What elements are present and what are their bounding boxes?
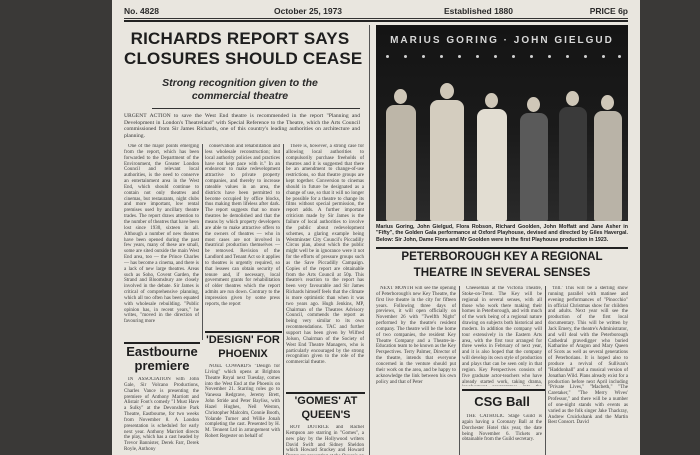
peterborough-column-2 <box>462 286 542 386</box>
performer-figure <box>428 83 466 221</box>
eastbourne-body-text: IN ASSOCIATION with John Gale, Sir Volcano Productions, Charles Vance is presenting the premiere of Anthony Marriott and Alistair Foot's comedy "I Must Have a Sulky" at the Devonshire Park Theatre, Eastbourne, for two weeks from November 8. A London presentation is scheduled for early next year. Anthony Marriott directs the play, which has a cast headed by Trevor Bannister, Derek Farr, Derek Royle, Anthony <box>124 377 199 453</box>
stage-marquee-text: MARIUS GORING · JOHN GIELGUD <box>390 35 614 46</box>
lead-subhead-line1: Strong recognition given to the <box>162 77 318 89</box>
design-body <box>205 364 280 455</box>
marquee-lights <box>382 55 622 65</box>
lead-column-1-text: One of the major points emerging from the report, which has been forwarded to the Department of the Environment, the Greater London Council and relevant local authorities, is the need to conserve an entertainment area in the West End, which should continue to contain not only theatres and cinemas, but restaurants, night clubs and more important, low rental premises used by ancillary theatre trades. The report draws attention to the number of theatres that have been lost since 1930, sixteen in all. Although a number of new theatres have been opened during the past few years, many of these are small, some are sited outside the main West End area, too — the Prince Charles — has become a cinema, and there is a lack of new large theatres. Areas such as Soho, Covent Garden, the Strand and Bloomsbury are closely involved in the debate. Sir James is critical of comprehensive planning, which all too often has been equated with wholesale rebuilding. "Public opinion has, in recent years," he writes, "moved in the direction of favouring more <box>124 144 199 325</box>
photo-caption: Marius Goring, John Gielgud, Flora Robson, Richard Goolden, John Moffatt and Jane Asher in "Fifty", the Golden Gala performance at Oxford Playhouse, devised and directed by Giles Havergal. Below: Sir John, Dame Flora and Mr Goolden were in the first Playhouse production in 1923. <box>376 224 628 243</box>
newspaper-page <box>112 0 640 455</box>
design-headline-line2: PHOENIX <box>218 348 268 360</box>
gomes-body-text: ROY DOTRICE and Rachel Kempson are starring in "Gomes", a new play by the Hollywood writers David Swift and Sidney Sheldon which Howard Stuckey and Howard <box>286 425 364 454</box>
peterborough-column-1 <box>376 286 456 455</box>
lead-column-2-text: conservation and rehabilitation and less wholesale reconstruction; but local authority policies and practices have not kept pace with it." In an endeavour to make redevelopment attractive to private property companies, and thereby to increase rateable values in an area, the districts have been permitted to become occupied by office blocks, thus making them lifeless after dark. The report suggests that no more theatres be demolished and that the means by which property developers are able to make attractive offers to the owners of theatres — who in most cases are not involved in theatrical production themselves — be removed. Revision of the Landlord and Tenant Act so it applies to theatres is urgently required, so that lessees can obtain security of tenure and, if necessary, local government grants for rehabilitation of older theatres which the report admits are run down. Contrary to the impression given by some press reports, the report <box>205 144 280 307</box>
performer-figure <box>558 91 588 221</box>
performer-figure <box>518 97 550 221</box>
column-rule <box>283 144 284 455</box>
design-headline-line1: 'DESIGN' FOR <box>206 334 280 346</box>
eastbourne-body <box>124 377 199 455</box>
peterborough-headline-line2: THEATRE IN SEVERAL SENSES <box>413 266 591 279</box>
column-rule <box>459 286 460 455</box>
gomes-headline-line2: QUEEN'S <box>301 409 351 421</box>
peterborough-column-1-text: NEXT MONTH will see the opening of Peterborough's new Key Theatre, the first live theatre in the city for fifteen years. Following three days of previews, it will open officially on November 26 with "Twelfth Night" performed by the theatre's resident company. The theatre will be the home of two companies, the resident Key Theatre Company and a Theatre-in-Education team to be known as the Key Perspectives. Terry Palmer, Director of the theatre, intends that everyone concerned in the venture should put their work on the area, and be happy to acknowledge the link between his own policy and that of Peter <box>376 286 456 385</box>
csg-top-rule <box>462 389 545 391</box>
design-top-rule <box>205 331 282 333</box>
lead-intro: URGENT ACTION to save the West End theatre is recommended in the report "Planning and Development in London's Theatreland" with Special Reference to the Theatre, which the Arts Council commissioned from Sir James Richards, one of this country's leading authorities on architecture and planning. <box>124 113 360 139</box>
column-rule <box>202 144 203 340</box>
lead-subhead-line2: commercial theatre <box>191 90 289 102</box>
lead-column-1 <box>124 144 199 340</box>
peterborough-top-rule <box>376 247 628 249</box>
column-rule <box>545 286 546 455</box>
lead-headline-line2: CLOSURES SHOULD CEASE <box>124 49 363 68</box>
masthead-rule-thick <box>124 20 628 22</box>
lead-column-3 <box>286 144 364 389</box>
csg-body <box>462 414 542 455</box>
peterborough-headline-line1: PETERBOROUGH KEY A REGIONAL <box>401 250 603 263</box>
gala-photo <box>376 25 628 221</box>
csg-body-text: THE CATHOLIC Stage Guild is again having a Coronary Ball at the Dorchester Hotel this year, the date being November 6. Tickets are obtainable from the Guild secretary. <box>462 414 542 443</box>
design-body-text: NOEL COWARD'S "Design for Living" which opens at Brighton Theatre Royal next Tuesday, comes into the West End at the Phoenix on November 21. Starring roles go to Vanessa Redgrave, Jeremy Brett, John Stride and Peter Bayliss, with Hazel Hughes, Neil Weston, Christopher Malcolm, Connie Booth, Yolande Turner and Willie Jonah completing the cast. Presented by H. M. Tennent Ltd in arrangement with Robert Regester on behalf of <box>205 364 280 440</box>
gomes-top-rule <box>286 392 365 394</box>
performer-figure <box>474 93 510 221</box>
peterborough-column-3 <box>548 286 628 455</box>
masthead-rule <box>124 18 628 19</box>
price: PRICE 6p <box>589 6 628 16</box>
csg-headline: CSG Ball <box>474 394 530 409</box>
issue-number: No. 4828 <box>124 6 159 16</box>
established-line: Established 1880 <box>444 6 513 16</box>
gomes-headline-line1: 'GOMES' AT <box>294 395 358 407</box>
gomes-body <box>286 425 364 455</box>
performer-figure <box>592 95 624 221</box>
eastbourne-headline-line1: Eastbourne <box>126 344 198 359</box>
performer-figure <box>384 89 418 221</box>
column-rule <box>369 25 370 455</box>
issue-date: October 25, 1973 <box>274 6 343 16</box>
peterborough-column-3-text: 'frill.' This will be a sterling show running parallel with matinee and evening performances of "Pinocchio" in official Christmas show for children and adults. Next year will see the production of the first local documentary. This will be written by Jack Emery, the theatre's Administrator, and will deal with the Peterborough Cathedral gravedigger who buried Katharine of Aragon and Mary Queen of Scots as well as several generations of Peterborians. It is hoped also to produce a revival of Sullivan's "Haddonhall" and a musical version of Jonathan Wild. Plans already exist for a production before next April including "Private Lives," "Macbeth," "The Caretaker," "The Merry Wives' Professor," and there will be a number of one-night stands with events as varied as the folk singer Jake Thackray, Andrew Cruickshank and the Martin Best Consort. David <box>548 286 628 426</box>
peterborough-column-2-text: Cheeseman at the Victoria Theatre, Stoke-on-Trent. The Key will be regional in several senses, with all those who work there making their homes in Peterborough, and with much of the work being of a regional nature drawing on subjects both historical and modern. In addition the company will tour extensively in the Eastern Arts area, with the first tour arranged for three weeks in February of next year, and it is also hoped that the company will develop its own style of production and plays that can be seen only in that region. Key Perspectives consists of five graduate actor-teachers who have already started work, taking drama, <box>462 286 542 385</box>
lead-column-2 <box>205 144 280 340</box>
lead-headline-line1: RICHARDS REPORT SAYS <box>130 29 350 48</box>
lead-subhead-rule <box>152 108 360 109</box>
lead-column-3-text: There is, however, a strong case for allowing local authorities to compulsorily purchase freeholds of theatres and it is suggested that there be an amendment to change-of-use restrictions, so that theatre groups are kept together. Conversion to cinemas should in future be designated as a change of use, so that it will no longer be possible for a theatre to change its films without special permission, the report adds. A further important criticism made by Sir James is the failure of local authorities to involve the public about redevelopment schemes, a glaring example being Westminster City Council's Piccadilly Circus plan, about which the public might well be in ignorance were it not for the efforts of pressure groups such as the Save Piccadilly Campaign. Copies of the report are obtainable from the Arts Council at 50p. This theatre's reaction to the report has been very favourable and Sir James Richards himself feels that the climate is more optimistic than when it was two years ago. Hugh Jenkins, MP, Chairman of the Theatres Advisory Council, commends the report as being very similar to its own recommendations. TAC and further support has been given by Wilfred Jolson, Chairman of the Society of West End Theatre Managers, who is particularly encouraged by the strong recognition given to the role of the commercial theatre. <box>286 144 364 366</box>
eastbourne-headline-line2: premiere <box>134 358 190 373</box>
